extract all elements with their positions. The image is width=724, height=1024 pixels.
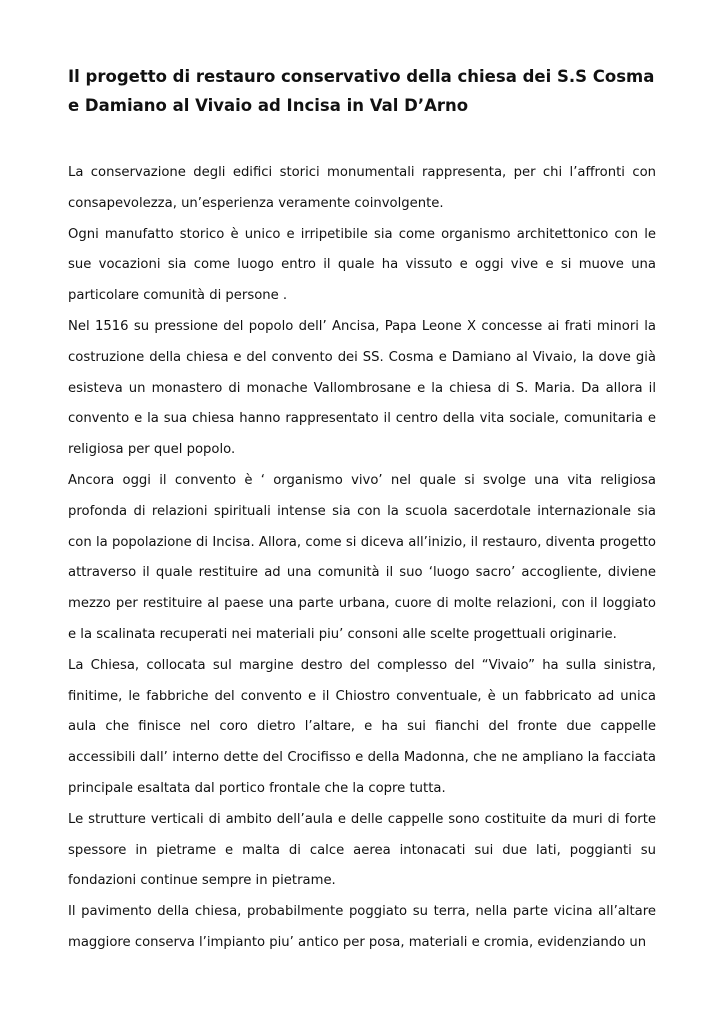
paragraph: Nel 1516 su pressione del popolo dell’ Ancisa, Papa Leone X concesse ai frati minori la costruzione della chiesa e del convento dei SS. Cosma e Damiano al Vivaio, la dove già esisteva un monastero di monache Vallombrosane e la chiesa di S. Maria. Da allora il convento e la sua chiesa hanno rappresentato il centro della vita sociale, comunitaria e religiosa per quel popolo.: [68, 318, 656, 458]
paragraph: Il pavimento della chiesa, probabilmente poggiato su terra, nella parte vicina all’altare maggiore conserva l’impianto piu’ antico per posa, materiali e cromia, evidenziando un: [68, 904, 656, 950]
paragraph: Le strutture verticali di ambito dell’aula e delle cappelle sono costituite da muri di forte spessore in pietrame e malta di calce aerea intonacati sui due lati, poggianti su fondazioni continue sempre in pietrame.: [68, 811, 656, 889]
paragraph: La Chiesa, collocata sul margine destro del complesso del “Vivaio” ha sulla sinistra, finitime, le fabbriche del convento e il Chiostro conventuale, è un fabbricato ad unica aula che finisce nel coro dietro l’altare, e ha sui fianchi del fronte due cappelle accessibili dall’ interno dette del Crocifisso e della Madonna, che ne ampliano la facciata principale esaltata dal portico frontale che la copre tutta.: [68, 657, 656, 796]
paragraph: Ogni manufatto storico è unico e irripetibile sia come organismo architettonico con le sue vocazioni sia come luogo entro il quale ha vissuto e oggi vive e si muove una particolare comunità di persone .: [68, 226, 656, 304]
paragraph: La conservazione degli edifici storici monumentali rappresenta, per chi l’affronti con consapevolezza, un’esperienza veramente coinvolgente.: [68, 165, 656, 211]
paragraph: Ancora oggi il convento è ‘ organismo vivo’ nel quale si svolge una vita religiosa profonda di relazioni spirituali intense sia con la scuola sacerdotale internazionale sia con la popolazione di Incisa. Allora, come si diceva all’inizio, il restauro, diventa progetto attraverso il quale restituire ad una comunità il suo ‘luogo sacro’ accogliente, diviene mezzo per restituire al paese una parte urbana, cuore di molte relazioni, con il loggiato e la scalinata recuperati nei materiali piu’ consoni alle scelte progettuali originarie.: [68, 472, 656, 642]
document-body: [68, 158, 656, 959]
document-title: Il progetto di restauro conservativo della chiesa dei S.S Cosma e Damiano al Vivaio ad Incisa in Val D’Arno: [68, 67, 655, 115]
